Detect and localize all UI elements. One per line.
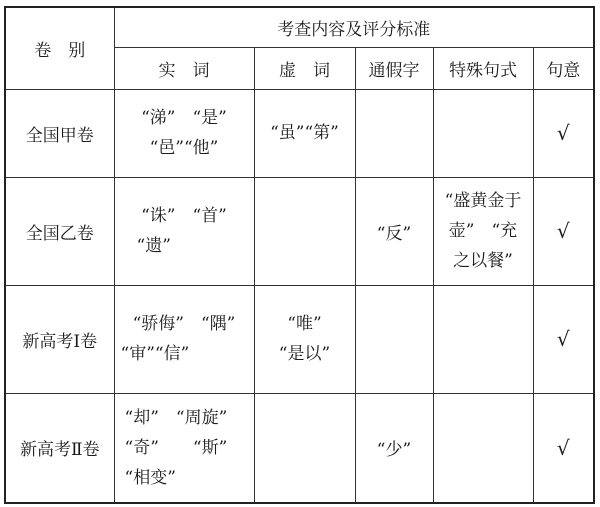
loan-chars-text: “少” [376, 440, 412, 461]
table-row [5, 89, 594, 177]
special-sentences-cell [433, 89, 533, 177]
special-sentence-line: 之以餐” [453, 251, 513, 271]
function-words-cell [254, 177, 355, 285]
loan-chars-cell [355, 393, 433, 503]
content-words-cell [114, 285, 254, 393]
special-sentence-line: 壶” “充 [448, 221, 518, 241]
check-mark: √ [533, 393, 594, 503]
content-words-line: “骄侮” “隅” [132, 314, 236, 334]
special-sentences-cell [433, 177, 533, 285]
content-words-cell [114, 89, 254, 177]
col-header-loan-chars: 通假字 [355, 47, 433, 89]
content-words-cell [114, 177, 254, 285]
content-words-line: “却” “周旋” [124, 407, 228, 428]
content-words-line: “涕” “是” [141, 108, 227, 128]
col-header-special-sentences: 特殊句式 [433, 47, 533, 89]
volume-header: 卷 别 [5, 7, 114, 89]
scoring-criteria-table [4, 6, 595, 504]
function-words-cell [254, 285, 355, 393]
header-row-1 [5, 7, 594, 47]
row-volume: 新高考Ⅱ卷 [5, 393, 114, 503]
row-volume: 全国甲卷 [5, 89, 114, 177]
content-words-cell [114, 393, 254, 503]
function-words-line: “虽”“第” [270, 123, 339, 143]
row-volume: 全国乙卷 [5, 177, 114, 285]
loan-chars-cell [355, 177, 433, 285]
table-row [5, 285, 594, 393]
loan-chars-cell [355, 285, 433, 393]
special-sentences-cell [433, 393, 533, 503]
loan-chars-cell [355, 89, 433, 177]
content-words-line: “相变” [124, 467, 176, 488]
function-words-cell [254, 393, 355, 503]
table-wrapper [4, 6, 595, 504]
row-volume: 新高考Ⅰ卷 [5, 285, 114, 393]
function-words-line: “是以” [278, 344, 331, 364]
content-words-line: “遗” [136, 236, 171, 256]
special-sentences-cell [433, 285, 533, 393]
content-words-line: “审”“信” [120, 344, 190, 364]
check-mark: √ [533, 177, 594, 285]
loan-chars-text: “反” [376, 223, 412, 244]
check-mark: √ [533, 89, 594, 177]
function-words-cell [254, 89, 355, 177]
table-row [5, 393, 594, 503]
col-header-meaning: 句意 [533, 47, 594, 89]
content-words-line: “诛” “首” [141, 206, 227, 226]
criteria-header: 考查内容及评分标准 [114, 7, 594, 47]
table-row [5, 177, 594, 285]
content-words-line: “邑”“他” [149, 138, 219, 158]
special-sentence-line: “盛黄金于 [444, 191, 522, 211]
function-words-line: “唯” [287, 314, 322, 334]
col-header-function-words: 虚 词 [254, 47, 355, 89]
check-mark: √ [533, 285, 594, 393]
col-header-content-words: 实 词 [114, 47, 254, 89]
content-words-line: “奇” “斯” [124, 437, 228, 458]
